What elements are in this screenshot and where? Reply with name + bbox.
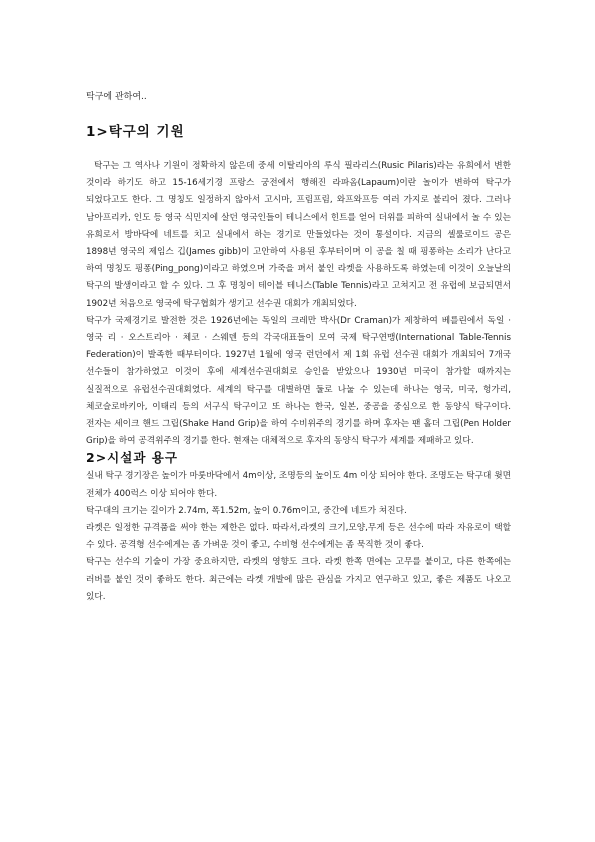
equipment-paragraph-4: 탁구는 선수의 기술이 가장 중요하지만, 라켓의 영향도 크다. 라켓 한쪽 면에는 고무를 붙이고, 다른 한쪽에는 러버를 붙인 것이 좋하도 한다. 최근에는 라켓 개발에 많은 관심을 가지고 연구하고 있고, 좋은 제품도 나오고 있다. bbox=[86, 557, 511, 602]
section-heading-equipment: 2>시설과 용구 bbox=[86, 450, 178, 466]
origin-paragraph-2: 탁구가 국제경기로 발전한 것은 1926년에는 독일의 크레만 박사(Dr Craman)가 제창하여 베를린에서 독일 · 영국 리 · 오스트리아 · 체코 · 스웨덴 등의 각국대표들이 모여 국제 탁구연맹(International Table-Tennis Federation)이 발족한 때부터이다. 1927년 1월에 영국 런던에서 제 1회 유럽 선수권 대회가 개최되어 7개국 선수들이 참가하였고 이것이 후에 세계선수권대회로 승인을 받았으나 1930년 미국이 참가할 때까지는 실질적으로 유럽선수권대회였다. 세계의 탁구를 대별하면 둘로 나눌 수 있는데 하나는 영국, 미국, 헝가리, 체코슬로바키아, 이태리 등의 서구식 탁구이고 또 하나는 한국, 일본, 중공을 중심으로 한 동양식 탁구이다. 전자는 세이크 핸드 그립(Shake Hand Grip)을 하여 수비위주의 경기를 하며 후자는 팬 홀더 그립(Pen Holder Grip)을 하여 공격위주의 경기를 한다. 현재는 대체적으로 후자의 동양식 탁구가 세계를 제패하고 있다. bbox=[86, 315, 511, 447]
equipment-paragraph-1: 실내 탁구 경기장은 높이가 마룻바닥에서 4m이상, 조명등의 높이도 4m 이상 되어야 한다. 조명도는 탁구대 윗면 전체가 400럭스 이상 되어야 한다. bbox=[86, 471, 511, 499]
document-body bbox=[86, 91, 511, 606]
equipment-paragraph-2: 탁구대의 크기는 길이가 2.74m, 폭1.52m, 높이 0.76m이고, 중간에 네트가 쳐진다. bbox=[86, 505, 407, 516]
intro-line: 탁구에 관하여.. bbox=[86, 92, 147, 102]
equipment-paragraph-3: 라켓은 일정한 규격품을 써야 한는 제한은 없다. 따라서,라켓의 크기,모양,무게 등은 선수에 따라 자유로이 택할 수 있다. 공격형 선수에게는 좀 가벼운 것이 좋고, 수비형 선수에게는 좀 묵직한 것이 좋다. bbox=[86, 523, 511, 551]
section-heading-origin: 1>탁구의 기원 bbox=[86, 124, 185, 140]
origin-paragraph-1: 탁구는 그 역사나 기원이 정확하지 않은데 중세 이탈리아의 루식 필라리스(Rusic Pilaris)라는 유희에서 변한 것이라 하기도 하고 15-16세기경 프랑스 궁전에서 행해진 라파옴(Lapaum)이란 놀이가 변하여 탁구가 되었다고도 한다. 그 명칭도 일정하지 않아서 고시마, 프림프림, 와프와프등 여러 가지로 불리어 졌다. 그러나 남아프리카, 인도 등 영국 식민지에 살던 영국인들이 테니스에서 힌트를 얻어 더위를 피하여 실내에서 놀 수 있는 유희로서 방바닥에 네트를 치고 실내에서 하는 경기로 만들었다는 것이 통설이다. 지금의 셀룰로이드 공은 1898년 영국의 제임스 깁(James gibb)이 고안하여 사용된 후부터이며 이 공을 칠 때 핑퐁하는 소리가 난다고 하여 명칭도 핑퐁(Ping_pong)이라고 하였으며 가죽을 펴서 붙인 라켓을 사용하도록 하였는데 이것이 오늘날의 탁구의 발생이라고 할 수 있다. 그 후 명칭이 테이블 테니스(Table Tennis)라고 고쳐지고 전 유럽에 보급되면서 1902년 처음으로 영국에 탁구협회가 생기고 선수권 대회가 개최되었다. bbox=[86, 161, 511, 309]
